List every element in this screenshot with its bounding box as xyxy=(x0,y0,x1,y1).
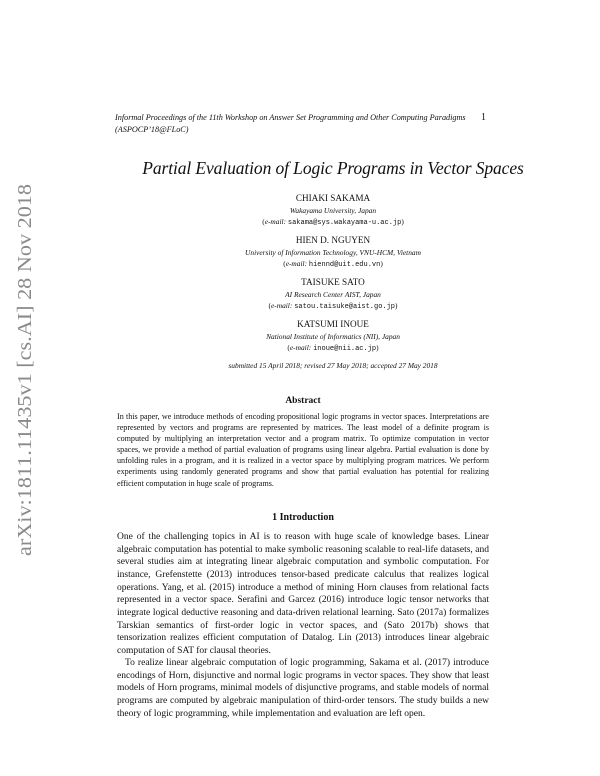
abstract-text: In this paper, we introduce methods of encoding propositional logic programs in vector spaces. Interpretations are represented by vectors and programs are represented by matrices. The least model of a definite program is computed by multiplying an interpretation vector and a program matrix. To optimize computation in vector spaces, we provide a method of partial evaluation of programs using linear algebra. Partial evaluation is done by unfolding rules in a program, and it is realized in a vector space by multiplying program matrices. We perform experiments using randomly generated programs and show that partial evaluation has potential for realizing efficient computation in huge scale of programs. xyxy=(117,412,489,488)
author-affiliation: Wakayama University, Japan xyxy=(289,206,377,215)
author-affiliation: University of Information Technology, VNU-HCM, Vietnam xyxy=(245,248,421,257)
abstract-heading: Abstract xyxy=(285,396,321,406)
email-label: e-mail: xyxy=(289,343,312,352)
proceedings-line-2: (ASPOCP’18@FLoC) xyxy=(115,125,189,134)
author-email: sakama@sys.wakayama-u.ac.jp xyxy=(287,219,402,227)
author-block-1 xyxy=(60,192,600,229)
page-number: 1 xyxy=(481,112,486,123)
author-name: TAISUKE SATO xyxy=(301,277,365,287)
section-heading-introduction: 1 Introduction xyxy=(272,512,334,523)
arxiv-sidebar-stamp xyxy=(13,184,37,556)
author-block-3 xyxy=(60,276,600,313)
author-affiliation: National Institute of Informatics (NII), Japan xyxy=(266,332,400,341)
submission-dates: submitted 15 April 2018; revised 27 May 2018; accepted 27 May 2018 xyxy=(228,361,438,370)
author-name: KATSUMI INOUE xyxy=(297,319,369,329)
author-email-line: (e-mail: hiennd@uit.edu.vn) xyxy=(283,259,383,269)
email-label: e-mail: xyxy=(285,259,308,268)
email-label: e-mail: xyxy=(264,217,287,226)
author-email-line: (e-mail: satou.taisuke@aist.go.jp) xyxy=(268,301,398,311)
author-name: HIEN D. NGUYEN xyxy=(295,235,371,245)
author-email: inoue@nii.ac.jp xyxy=(313,345,377,353)
author-email-line: (e-mail: inoue@nii.ac.jp) xyxy=(287,343,379,353)
author-block-2 xyxy=(60,234,600,271)
author-email: hiennd@uit.edu.vn xyxy=(308,261,381,269)
intro-paragraph-2: To realize linear algebraic computation of logic programming, Sakama et al. (2017) introduce encodings of Horn, disjunctive and normal logic programs in vector spaces. They show that least models of Horn programs, minimal models of disjunctive programs, and stable models of normal programs are computed by algebraic manipulation of third-order tensors. The study builds a new theory of logic programming, while implementation and evaluation are left open. xyxy=(117,658,489,719)
author-email: satou.taisuke@aist.go.jp xyxy=(294,303,396,311)
intro-paragraph-1: One of the challenging topics in AI is to reason with huge scale of knowledge bases. Linear algebraic computation has potential to make symbolic reasoning scalable to real-life datasets, and several studies aim at integrating linear algebraic computation and symbolic computation. For instance, Grefenstette (2013) introduces tensor-based predicate calculus that realizes logical operations. Yang, et al. (2015) introduce a method of mining Horn clauses from relational facts represented in a vector space. Serafini and Garcez (2016) introduce logic tensor networks that integrate logical deductive reasoning and data-driven relational learning. Sato (2017a) formalizes Tarskian semantics of first-order logic in vector spaces, and (Sato 2017b) shows that tensorization realizes efficient computation of Datalog. Lin (2013) introduces linear algebraic computation of SAT for clausal theories. xyxy=(117,532,489,656)
email-label: e-mail: xyxy=(270,301,293,310)
author-affiliation: AI Research Center AIST, Japan xyxy=(285,290,381,299)
author-email-line: (e-mail: sakama@sys.wakayama-u.ac.jp) xyxy=(262,217,404,227)
arxiv-identifier: arXiv:1811.11435v1 [cs.AI] 28 Nov 2018 xyxy=(14,220,36,556)
proceedings-header xyxy=(115,112,470,136)
author-block-4 xyxy=(60,318,600,355)
paper-title: Partial Evaluation of Logic Programs in Vector Spaces xyxy=(142,158,524,178)
author-name: CHIAKI SAKAMA xyxy=(295,193,371,203)
proceedings-line-1: Informal Proceedings of the 11th Workshop on Answer Set Programming and Other Computing Paradigms xyxy=(115,113,466,122)
